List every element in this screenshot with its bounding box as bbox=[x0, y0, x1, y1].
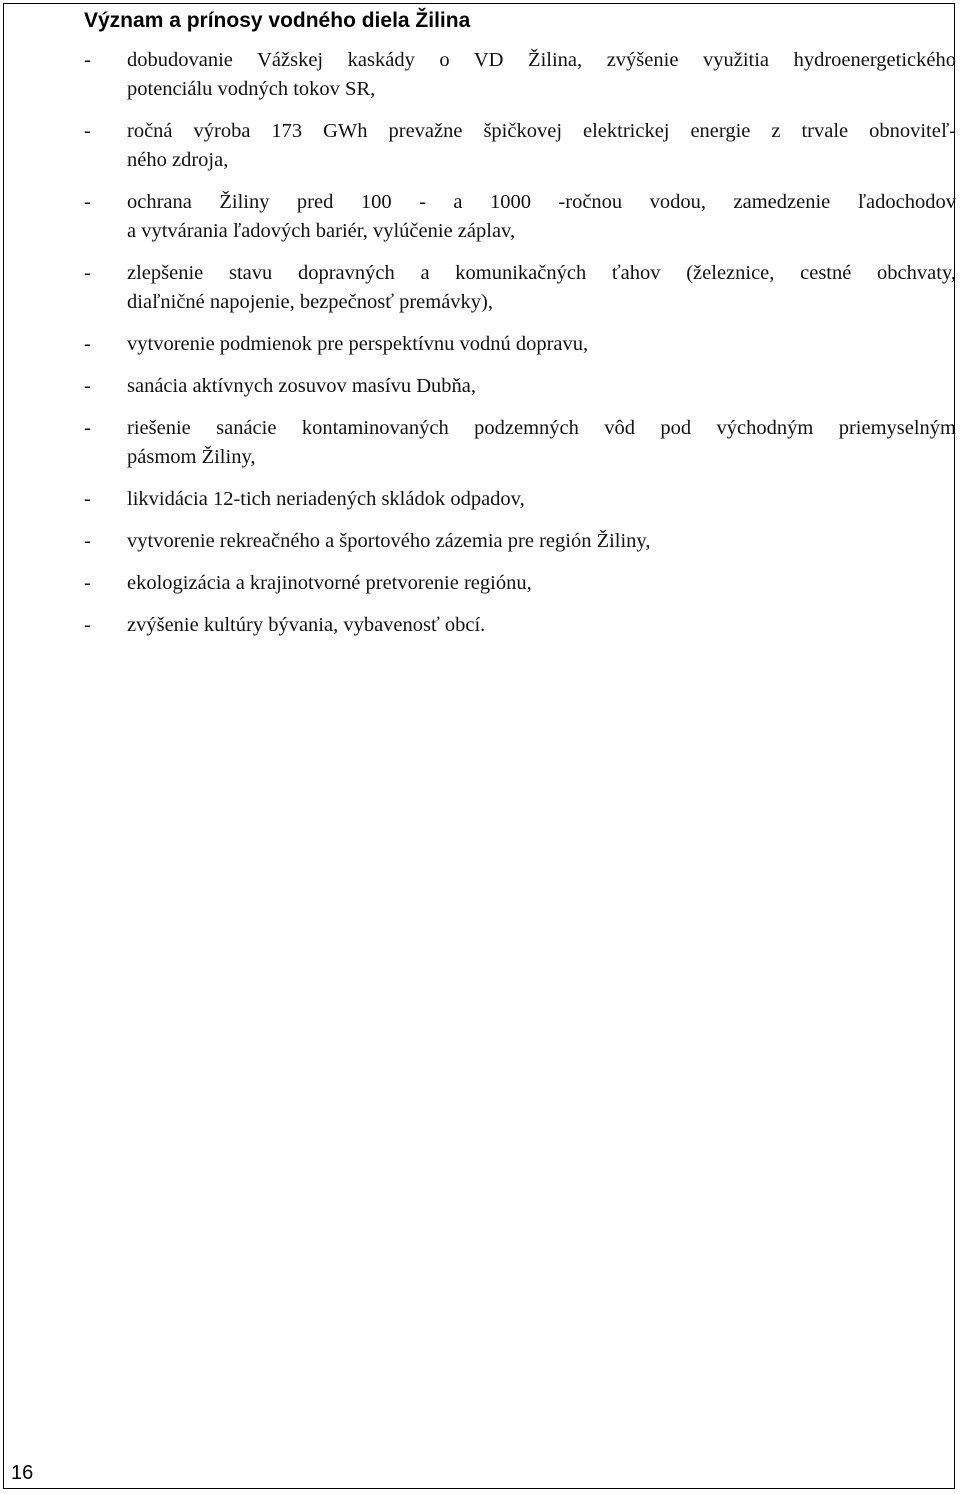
document-body bbox=[84, 6, 956, 653]
list-item bbox=[84, 414, 956, 472]
list-item-text bbox=[127, 611, 956, 640]
list-item bbox=[84, 117, 956, 175]
list-item-text bbox=[127, 330, 956, 359]
list-item-line: sanácia aktívnych zosuvov masívu Dubňa, bbox=[127, 375, 476, 397]
list-item-text bbox=[127, 46, 956, 104]
list-item bbox=[84, 527, 956, 556]
list-item-line: ného zdroja, bbox=[127, 149, 229, 171]
list-item-line: dobudovanie Vážskej kaskády o VD Žilina, zvýšenie využitia hydroenergetického bbox=[127, 49, 956, 71]
list-item-text bbox=[127, 188, 956, 246]
list-item-text bbox=[127, 372, 956, 401]
bullet-dash: - bbox=[84, 530, 91, 552]
bullet-dash: - bbox=[84, 120, 91, 142]
list-item-line: potenciálu vodných tokov SR, bbox=[127, 78, 376, 100]
bullet-dash: - bbox=[84, 572, 91, 594]
list-item-line: zlepšenie stavu dopravných a komunikačných ťahov (železnice, cestné obchvaty, bbox=[127, 262, 956, 284]
list-item-line: ekologizácia a krajinotvorné pretvorenie regiónu, bbox=[127, 572, 532, 594]
list-item-line: pásmom Žiliny, bbox=[127, 446, 256, 468]
list-item-text bbox=[127, 569, 956, 598]
list-item bbox=[84, 485, 956, 514]
bullet-dash: - bbox=[84, 49, 91, 71]
list-item-line: a vytvárania ľadových bariér, vylúčenie záplav, bbox=[127, 220, 516, 242]
list-item-line: zvýšenie kultúry bývania, vybavenosť obcí. bbox=[127, 614, 486, 636]
bullet-dash: - bbox=[84, 614, 91, 636]
list-item-text bbox=[127, 414, 956, 472]
bullet-dash: - bbox=[84, 191, 91, 213]
page-number: 16 bbox=[11, 1462, 34, 1484]
bullet-dash: - bbox=[84, 488, 91, 510]
list-item bbox=[84, 188, 956, 246]
list-item-line: likvidácia 12-tich neriadených skládok odpadov, bbox=[127, 488, 525, 510]
list-item bbox=[84, 330, 956, 359]
bullet-dash: - bbox=[84, 262, 91, 284]
list-item-line: diaľničné napojenie, bezpečnosť premávky), bbox=[127, 291, 494, 313]
benefits-list bbox=[84, 46, 956, 640]
list-item-text bbox=[127, 485, 956, 514]
list-item-text bbox=[127, 259, 956, 317]
list-item-line: ročná výroba 173 GWh prevažne špičkovej elektrickej energie z trvale obnoviteľ- bbox=[127, 120, 956, 142]
list-item bbox=[84, 611, 956, 640]
list-item bbox=[84, 259, 956, 317]
list-item-line: riešenie sanácie kontaminovaných podzemných vôd pod východným priemyselným bbox=[127, 417, 956, 439]
list-item-text bbox=[127, 117, 956, 175]
list-item-text bbox=[127, 527, 956, 556]
list-item-line: vytvorenie rekreačného a športového zázemia pre región Žiliny, bbox=[127, 530, 651, 552]
bullet-dash: - bbox=[84, 333, 91, 355]
list-item-line: ochrana Žiliny pred 100 - a 1000 -ročnou vodou, zamedzenie ľadochodov bbox=[127, 191, 956, 213]
list-item bbox=[84, 46, 956, 104]
list-item bbox=[84, 569, 956, 598]
list-item-line: vytvorenie podmienok pre perspektívnu vodnú dopravu, bbox=[127, 333, 589, 355]
bullet-dash: - bbox=[84, 417, 91, 439]
page-title: Význam a prínosy vodného diela Žilina bbox=[84, 9, 471, 32]
list-item bbox=[84, 372, 956, 401]
bullet-dash: - bbox=[84, 375, 91, 397]
